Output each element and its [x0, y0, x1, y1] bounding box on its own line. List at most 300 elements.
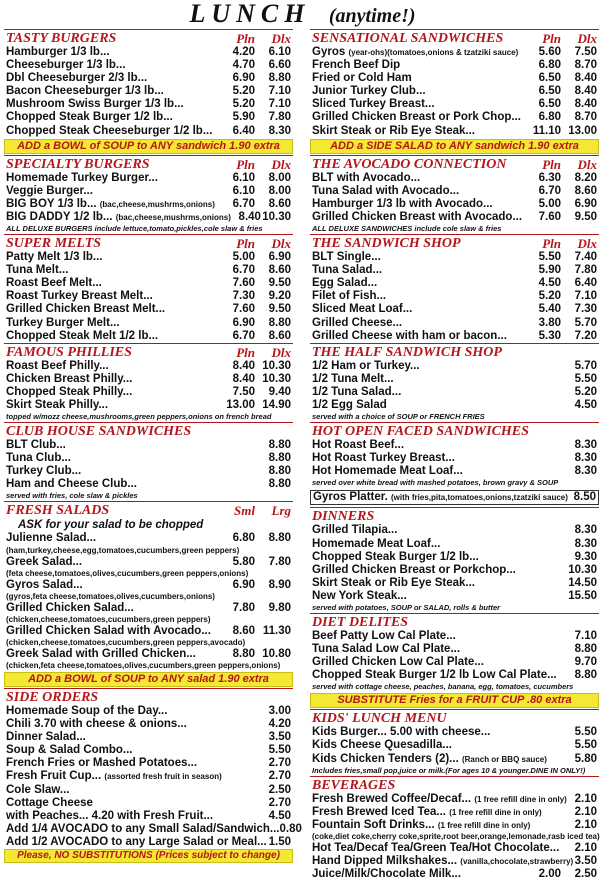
half-sandwich-section — [310, 343, 599, 422]
price-plain: 11.10 — [532, 124, 561, 137]
item-label: Tuna Salad with Avocado... — [312, 184, 460, 197]
price: 2.70 — [268, 770, 291, 783]
menu-item — [310, 439, 599, 452]
price: 7.10 — [574, 630, 597, 642]
price-plain: 6.40 — [232, 124, 255, 137]
price: 3.00 — [268, 705, 291, 717]
price-deluxe: 8.40 — [574, 98, 597, 111]
item-name — [4, 836, 267, 849]
item-name — [4, 72, 219, 85]
hot-open-faced-section-heading — [310, 422, 599, 439]
item-name — [310, 317, 525, 330]
item-label: Chopped Steak Melt 1/2 lb... — [6, 329, 159, 342]
menu-item — [4, 770, 293, 783]
super-melts-section — [4, 234, 293, 343]
item-name — [4, 185, 219, 198]
menu-item — [4, 705, 293, 718]
diet-delites-section-heading — [310, 613, 599, 630]
item-name — [4, 111, 219, 124]
item-description: (gyros,feta cheese,tomatoes,olives,cucumbers,onions) — [6, 591, 215, 601]
no-substitutions-note: Please, NO SUBSTITUTIONS (Prices subject to change) — [4, 849, 293, 863]
price: 4.20 — [268, 718, 291, 731]
beverages-section-heading — [310, 776, 599, 793]
price-deluxe: 6.60 — [268, 59, 291, 72]
column-header-deluxe: Dlx — [271, 156, 291, 172]
column-header-deluxe: Dlx — [271, 344, 291, 360]
menu-item — [310, 277, 599, 290]
price: 8.80 — [268, 452, 291, 465]
item-label: Roast Turkey Breast Melt... — [6, 290, 153, 303]
item-mid: (1 free refill dine in only) — [474, 794, 567, 804]
menu-item — [310, 630, 599, 643]
item-name — [311, 491, 568, 504]
price: 8.30 — [574, 465, 597, 478]
item-label: Grilled Chicken Breast Melt... — [6, 303, 166, 316]
menu-item — [310, 551, 599, 564]
menu-item — [4, 185, 293, 198]
famous-phillies-section-heading — [4, 343, 293, 360]
section-note: served with fries, cole slaw & pickles — [6, 491, 138, 501]
item-name — [4, 290, 219, 303]
item-label: Tuna Melt... — [6, 264, 69, 277]
item-label: Grilled Chicken Breast with Avocado... — [312, 210, 523, 223]
price: 8.30 — [574, 537, 597, 550]
menu-item — [310, 868, 599, 881]
menu-item — [310, 290, 599, 303]
menu-item — [310, 264, 599, 277]
promo-banner: ADD a SIDE SALAD to ANY sandwich 1.90 extra — [310, 139, 599, 154]
section-title: KIDS' LUNCH MENU — [312, 711, 447, 727]
item-label: Chicken Breast Philly... — [6, 372, 133, 385]
item-name — [310, 111, 525, 124]
item-name — [4, 705, 255, 718]
price-deluxe: 10.30 — [262, 210, 291, 223]
price-deluxe: 7.10 — [574, 290, 597, 303]
price-deluxe: 8.60 — [268, 264, 291, 277]
menu-item — [310, 726, 599, 739]
section-note: served with potatoes, SOUP or SALAD, rolls & butter — [312, 603, 501, 612]
column-header-plain: Pln — [236, 156, 255, 172]
menu-item — [310, 251, 599, 264]
item-label: Soup & Salad Combo... — [6, 744, 133, 757]
item-label: Homemade Meat Loaf... — [312, 537, 441, 550]
item-name — [310, 303, 525, 316]
menu-item — [310, 739, 599, 752]
item-name — [310, 868, 525, 881]
price-plain: 6.50 — [538, 85, 561, 98]
item-name — [310, 855, 573, 868]
price: 3.50 — [268, 731, 291, 744]
price-plain: 6.80 — [232, 532, 255, 545]
section-note: ALL DELUXE BURGERS include lettuce,tomato,pickles,cole slaw & fries — [6, 224, 263, 234]
price: 2.70 — [268, 757, 291, 770]
item-label: Junior Turkey Club... — [312, 85, 426, 98]
item-label: Filet of Fish... — [312, 290, 387, 303]
item-name — [4, 317, 219, 330]
menu-item — [310, 59, 599, 72]
price-plain: 7.60 — [232, 277, 255, 290]
price: 8.30 — [574, 452, 597, 465]
item-label: Add 1/2 AVOCADO to any Large Salad or Meal... — [6, 835, 267, 848]
menu-item — [4, 198, 293, 211]
sensational-sandwiches-section — [310, 29, 599, 155]
item-label: French Beef Dip — [312, 59, 401, 72]
menu-item — [310, 538, 599, 551]
menu-item — [310, 317, 599, 330]
hot-open-faced-section — [310, 422, 599, 507]
menu-item — [4, 625, 293, 638]
menu-item — [4, 59, 293, 72]
item-name — [310, 277, 525, 290]
price-deluxe: 9.50 — [574, 210, 597, 223]
item-label: Turkey Club... — [6, 465, 82, 478]
price-deluxe: 10.30 — [262, 372, 291, 385]
price-plain: 5.20 — [232, 85, 255, 98]
sandwich-shop-section-heading — [310, 234, 599, 251]
item-label: French Fries or Mashed Potatoes... — [6, 757, 198, 770]
item-name — [310, 399, 561, 412]
section-note: topped w/mozz cheese,mushrooms,green peppers,onions on french bread — [6, 412, 272, 422]
item-name — [4, 211, 231, 224]
menu-item — [310, 185, 599, 198]
price-plain: 6.70 — [232, 329, 255, 342]
item-label: Hot Homemade Meat Loaf... — [312, 465, 463, 478]
item-name — [4, 579, 219, 592]
item-label: Hamburger 1/3 lb... — [6, 46, 110, 58]
price: 4.50 — [268, 809, 291, 822]
menu-item — [310, 669, 599, 682]
item-name — [310, 524, 561, 537]
item-label: Hamburger 1/3 lb with Avocado... — [312, 197, 493, 210]
item-label: Gyros Salad... — [6, 578, 83, 591]
item-name — [4, 744, 255, 757]
promo-banner: ADD a BOWL of SOUP to ANY salad 1.90 extra — [4, 672, 293, 687]
price: 2.10 — [574, 792, 597, 805]
price-small — [567, 793, 575, 806]
menu-item — [310, 643, 599, 656]
promo-banner: ADD a BOWL of SOUP to ANY sandwich 1.90 extra — [4, 139, 293, 154]
menu-item — [310, 330, 599, 343]
menu-item — [4, 303, 293, 316]
item-label: Add 1/4 AVOCADO to any Small Salad/Sandwich... — [6, 822, 280, 835]
item-name — [310, 842, 559, 855]
menu-item — [4, 373, 293, 386]
side-orders-section — [4, 688, 302, 863]
item-mid: 5.00 with cheese... — [389, 726, 491, 739]
item-name — [4, 602, 219, 615]
item-name — [4, 46, 219, 59]
price-plain: 5.00 — [232, 251, 255, 264]
avocado-connection-section-heading — [310, 155, 599, 172]
menu-item — [4, 360, 293, 373]
price-plain: 5.80 — [232, 555, 255, 568]
item-label: Kids Cheese Quesadilla... — [312, 739, 452, 752]
menu-item — [310, 855, 599, 868]
item-name — [310, 211, 525, 224]
item-name — [4, 478, 255, 491]
item-name — [310, 793, 567, 806]
item-label: Skirt Steak or Rib Eye Steak... — [312, 576, 475, 589]
price: 8.80 — [268, 478, 291, 491]
column-header-deluxe: Lrg — [271, 503, 291, 519]
item-label: Grilled Chicken Breast or Pork Chop... — [312, 111, 521, 124]
column-header-plain: Pln — [236, 344, 255, 360]
price: 10.30 — [568, 563, 597, 576]
price-deluxe: 9.50 — [268, 303, 291, 316]
section-note: served over white bread with mashed potatoes, brown gravy & SOUP — [312, 478, 559, 488]
item-extra: (bac,cheese,mushrms,onions) — [99, 199, 215, 209]
item-label: Greek Salad... — [6, 555, 83, 568]
item-name — [4, 303, 219, 316]
price-plain: 6.70 — [232, 264, 255, 277]
column-header-deluxe: Dlx — [271, 31, 291, 46]
price: 5.50 — [574, 372, 597, 385]
price-deluxe: 8.60 — [268, 329, 291, 342]
item-name — [4, 731, 255, 744]
item-label: Roast Beef Philly... — [6, 359, 109, 372]
price: 15.50 — [568, 589, 597, 602]
price: 4.50 — [574, 398, 597, 411]
price-plain: 4.20 — [232, 46, 255, 58]
menu-item — [4, 46, 293, 59]
salad-note: ASK for your salad to be chopped — [18, 519, 204, 532]
beverages-section — [310, 776, 599, 881]
menu-item — [4, 822, 302, 836]
price: 5.50 — [574, 726, 597, 739]
menu-item — [4, 810, 293, 823]
item-name — [4, 198, 219, 211]
price-deluxe: 9.20 — [268, 290, 291, 303]
menu-item — [310, 564, 599, 577]
price-plain: 5.90 — [232, 111, 255, 124]
price-plain: 13.00 — [226, 398, 255, 411]
item-label: Roast Beef Melt... — [6, 277, 102, 290]
section-title: FAMOUS PHILLIES — [6, 344, 132, 360]
price-deluxe: 8.60 — [574, 184, 597, 197]
diet-delites-section — [310, 613, 599, 709]
price-deluxe: 6.90 — [268, 251, 291, 264]
item-label: Grilled Chicken Salad with Avocado... — [6, 624, 211, 637]
item-description: (feta cheese,tomatoes,olives,cucumbers,green peppers,onions) — [6, 568, 249, 578]
item-name — [4, 59, 219, 72]
item-name — [310, 739, 561, 752]
item-label: Hot Tea/Decaf Tea/Green Tea/Hot Chocolate... — [312, 841, 560, 854]
price: 8.30 — [574, 439, 597, 452]
price-deluxe: 8.70 — [574, 59, 597, 72]
avocado-connection-section — [310, 155, 599, 234]
price-deluxe: 8.40 — [574, 72, 597, 85]
menu-item — [310, 85, 599, 98]
menu-item — [310, 753, 599, 766]
specialty-burgers-section-heading — [4, 155, 293, 172]
menu-item — [310, 98, 599, 111]
item-name — [310, 656, 561, 669]
item-name — [310, 172, 525, 185]
column-header-plain: Sml — [234, 503, 255, 519]
price: 5.50 — [574, 739, 597, 752]
sandwich-shop-section — [310, 234, 599, 343]
item-label: BIG BOY 1/3 lb... — [6, 197, 97, 210]
item-description: (ham,turkey,cheese,egg,tomatoes,cucumbers,green peppers) — [6, 545, 240, 555]
item-name — [4, 556, 219, 569]
item-mid: (vanilla,chocolate,strawberry) — [460, 857, 574, 867]
section-title: DIET DELITES — [312, 615, 409, 630]
item-name — [4, 85, 219, 98]
column-header-plain: Pln — [542, 156, 561, 172]
section-title: SENSATIONAL SANDWICHES — [312, 31, 504, 46]
section-title: THE AVOCADO CONNECTION — [312, 156, 507, 172]
dinners-section-heading — [310, 507, 599, 524]
price: 8.80 — [574, 643, 597, 656]
item-name — [310, 753, 561, 766]
price-plain: 6.70 — [232, 197, 255, 210]
item-label: Egg Salad... — [312, 277, 378, 290]
menu-item — [310, 842, 599, 855]
price-plain: 6.80 — [538, 111, 561, 124]
price: 14.50 — [568, 576, 597, 589]
item-name — [310, 46, 525, 59]
menu-item — [4, 648, 293, 661]
item-name — [310, 386, 561, 399]
menu-item — [310, 590, 599, 603]
item-label: with Peaches... — [6, 809, 89, 822]
item-name — [310, 251, 525, 264]
menu-item — [310, 198, 599, 211]
item-label: Bacon Cheeseburger 1/3 lb... — [6, 85, 164, 98]
column-header-plain: Pln — [542, 236, 561, 252]
column-header-plain: Pln — [236, 31, 255, 46]
menu-item — [310, 452, 599, 465]
kids-lunch-section-heading — [310, 709, 599, 726]
item-label: Grilled Tilapia... — [312, 524, 398, 537]
side-orders-section-heading — [4, 688, 293, 705]
price-deluxe: 5.70 — [574, 316, 597, 329]
price: 5.70 — [574, 359, 597, 372]
item-name — [310, 98, 525, 111]
price-plain: 6.30 — [538, 171, 561, 184]
item-name — [310, 806, 542, 819]
item-label: Cottage Cheese — [6, 796, 93, 809]
menu-item — [4, 264, 293, 277]
price: 8.80 — [268, 465, 291, 478]
item-name — [4, 125, 219, 138]
menu-item — [4, 111, 293, 124]
price: 5.80 — [574, 752, 597, 765]
item-name — [4, 386, 219, 399]
item-name — [4, 648, 219, 661]
menu-item — [4, 532, 293, 545]
price-plain: 6.10 — [232, 184, 255, 197]
menu-item — [310, 819, 599, 832]
item-label: Kids Burger... — [312, 726, 387, 739]
section-title: FRESH SALADS — [6, 503, 110, 519]
item-label: Tuna Club... — [6, 452, 71, 465]
price-plain: 6.50 — [538, 98, 561, 111]
menu-item — [4, 317, 293, 330]
item-mid: (1 free refill dine in only) — [437, 820, 531, 830]
section-title: SIDE ORDERS — [6, 690, 99, 705]
item-name — [4, 532, 219, 545]
item-label: Gyros — [312, 46, 346, 58]
price-plain: 7.60 — [538, 210, 561, 223]
item-extra: (bac,cheese,mushrms,onions) — [115, 212, 231, 222]
item-label: Kids Chicken Tenders (2)... — [312, 752, 459, 765]
menu-item — [4, 172, 293, 185]
item-name — [4, 399, 219, 412]
fresh-salads-section — [4, 501, 293, 688]
item-label: Chopped Steak Cheeseburger 1/2 lb... — [6, 124, 213, 137]
price-plain: 5.40 — [538, 303, 561, 316]
item-name — [310, 185, 525, 198]
item-mid: 4.20 with Fresh Fruit... — [91, 809, 214, 822]
item-description: (chicken,cheese,tomatoes,cucumbers,green peppers) — [6, 614, 211, 624]
price-deluxe: 7.10 — [268, 85, 291, 98]
menu-item — [4, 556, 293, 569]
menu-item — [310, 793, 599, 806]
column-header-deluxe: Dlx — [271, 236, 291, 252]
section-title: DINNERS — [312, 509, 375, 525]
price-deluxe: 8.00 — [268, 171, 291, 184]
price-plain: 8.40 — [232, 372, 255, 385]
item-label: Ham and Cheese Club... — [6, 478, 138, 491]
item-name — [310, 330, 525, 343]
item-label: Grilled Cheese with ham or bacon... — [312, 329, 507, 342]
section-title: SUPER MELTS — [6, 236, 102, 252]
section-note: ALL DELUXE SANDWICHES include cole slaw & fries — [312, 224, 502, 234]
price-deluxe: 8.80 — [268, 72, 291, 85]
price: 8.30 — [574, 524, 597, 537]
menu-item — [310, 465, 599, 478]
menu-item — [4, 836, 293, 849]
menu-title: LUNCH — [189, 0, 311, 28]
menu-item — [310, 72, 599, 85]
price-small — [559, 842, 574, 855]
menu-header — [0, 0, 605, 30]
fresh-salads-section-heading — [4, 501, 293, 518]
item-label: Sliced Meat Loaf... — [312, 303, 413, 316]
tasty-burgers-section-heading — [4, 29, 293, 46]
menu-item — [4, 211, 293, 224]
item-name — [4, 784, 255, 797]
price-plain: 5.30 — [538, 329, 561, 342]
section-note: served with a choice of SOUP or FRENCH FRIES — [312, 412, 485, 422]
price-plain: 8.40 — [238, 210, 261, 223]
item-label: New York Steak... — [312, 589, 407, 602]
tasty-burgers-section — [4, 29, 293, 155]
item-name — [310, 669, 561, 682]
price-plain: 5.60 — [538, 46, 561, 58]
item-label: Julienne Salad... — [6, 532, 97, 545]
price: 2.10 — [574, 841, 597, 854]
price-deluxe: 7.10 — [268, 98, 291, 111]
price-deluxe: 11.30 — [262, 624, 291, 637]
item-extra: (year-ohs)(tomatoes,onions & tzatziki sauce) — [348, 48, 519, 57]
price-plain: 6.90 — [232, 316, 255, 329]
item-label: 1/2 Tuna Salad... — [312, 385, 402, 398]
price-deluxe: 9.40 — [268, 385, 291, 398]
item-label: Skirt Steak or Rib Eye Steak... — [312, 124, 475, 137]
item-label: Dinner Salad... — [6, 731, 86, 744]
price-deluxe: 8.20 — [574, 171, 597, 184]
price-plain: 6.90 — [232, 578, 255, 591]
section-title: SPECIALTY BURGERS — [6, 156, 150, 172]
price-plain: 7.30 — [232, 290, 255, 303]
menu-item — [4, 251, 293, 264]
item-name — [4, 360, 219, 373]
price-deluxe: 8.00 — [268, 184, 291, 197]
price-deluxe: 7.40 — [574, 251, 597, 264]
price-deluxe: 8.80 — [268, 316, 291, 329]
